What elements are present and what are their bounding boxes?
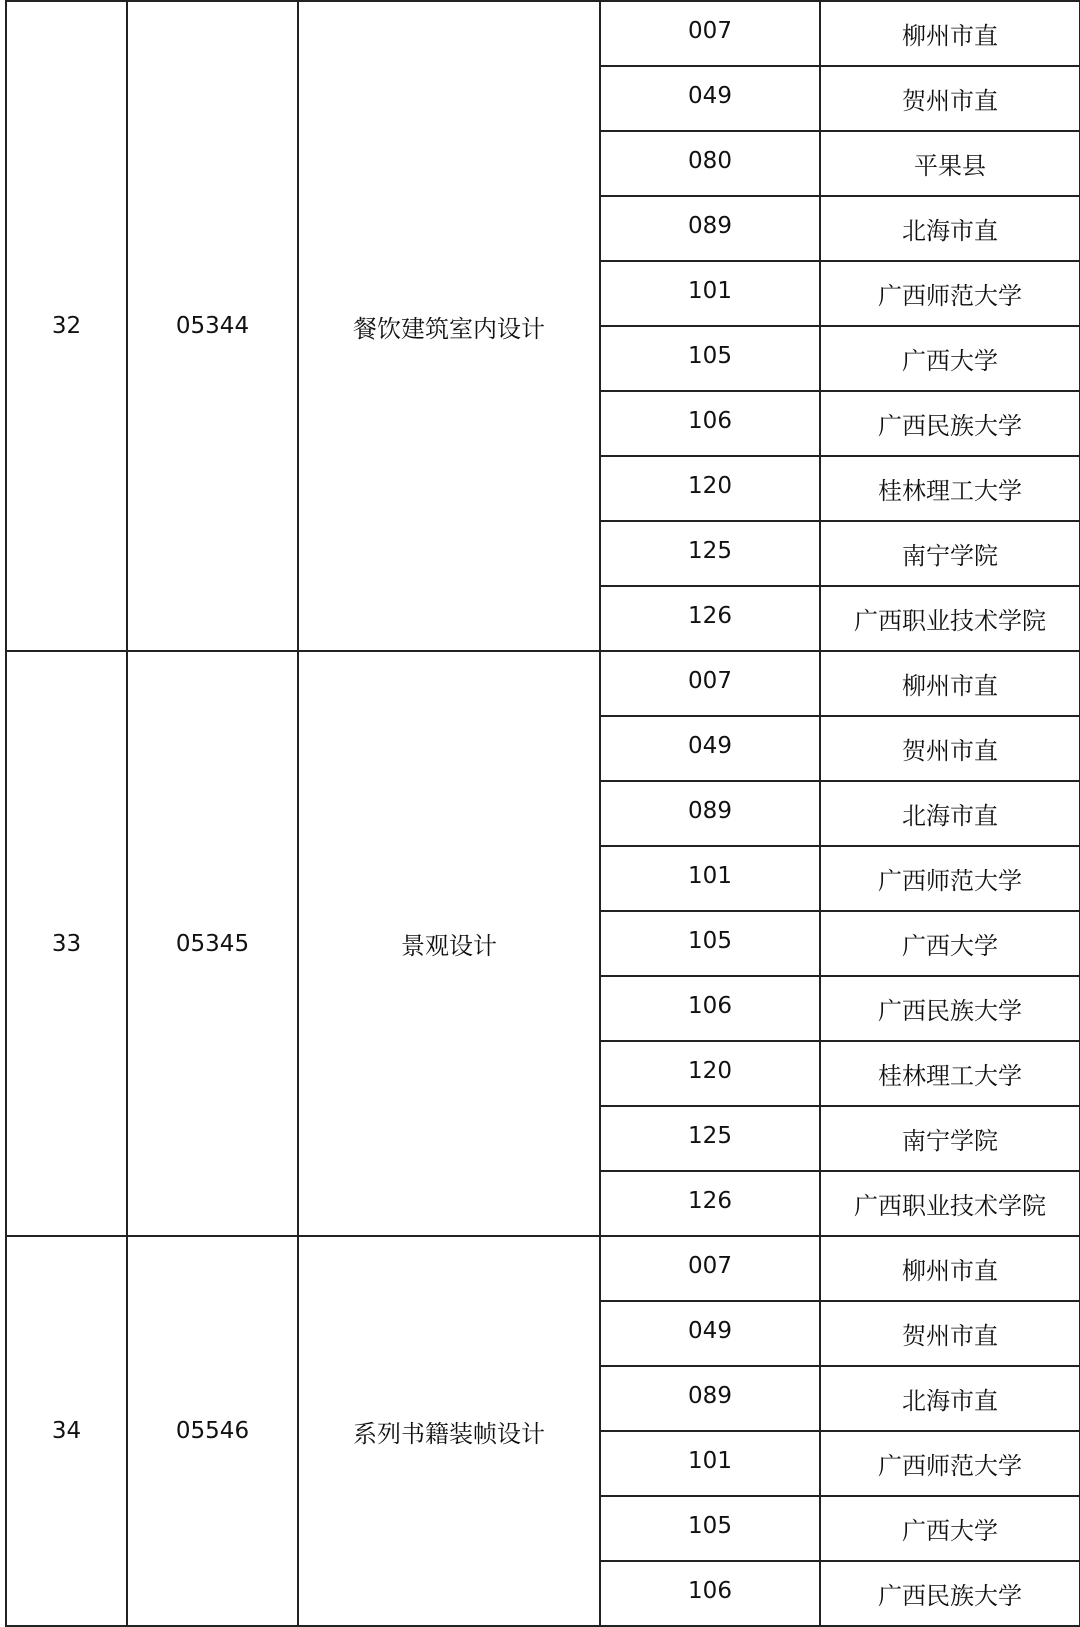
- table-body: [6, 1, 1080, 1626]
- table-row: [6, 1236, 1080, 1301]
- unit-code-cell: 106: [600, 391, 820, 456]
- unit-name-cell: 柳州市直: [820, 1236, 1080, 1301]
- unit-code-cell: 106: [600, 1561, 820, 1626]
- table-row: [6, 1, 1080, 66]
- unit-name-cell: 北海市直: [820, 781, 1080, 846]
- unit-name-cell: 南宁学院: [820, 521, 1080, 586]
- unit-name-cell: 贺州市直: [820, 66, 1080, 131]
- unit-name-cell: 广西大学: [820, 326, 1080, 391]
- unit-name-cell: 广西师范大学: [820, 1431, 1080, 1496]
- unit-code-cell: 106: [600, 976, 820, 1041]
- unit-code-cell: 120: [600, 1041, 820, 1106]
- unit-name-cell: 广西民族大学: [820, 1561, 1080, 1626]
- unit-name-cell: 平果县: [820, 131, 1080, 196]
- unit-code-cell: 105: [600, 1496, 820, 1561]
- unit-code-cell: 105: [600, 326, 820, 391]
- unit-code-cell: 007: [600, 651, 820, 716]
- unit-name-cell: 广西职业技术学院: [820, 1171, 1080, 1236]
- course-code-cell: 05345: [127, 651, 298, 1236]
- unit-code-cell: 120: [600, 456, 820, 521]
- unit-name-cell: 北海市直: [820, 1366, 1080, 1431]
- unit-name-cell: 广西职业技术学院: [820, 586, 1080, 651]
- unit-code-cell: 126: [600, 586, 820, 651]
- unit-name-cell: 广西大学: [820, 911, 1080, 976]
- table-row: [6, 651, 1080, 716]
- course-name-cell: 餐饮建筑室内设计: [298, 1, 600, 651]
- unit-code-cell: 125: [600, 521, 820, 586]
- unit-code-cell: 089: [600, 1366, 820, 1431]
- unit-code-cell: 089: [600, 196, 820, 261]
- unit-name-cell: 贺州市直: [820, 716, 1080, 781]
- unit-code-cell: 080: [600, 131, 820, 196]
- unit-code-cell: 007: [600, 1, 820, 66]
- unit-name-cell: 广西师范大学: [820, 846, 1080, 911]
- unit-code-cell: 125: [600, 1106, 820, 1171]
- course-name-cell: 景观设计: [298, 651, 600, 1236]
- unit-name-cell: 贺州市直: [820, 1301, 1080, 1366]
- unit-name-cell: 广西民族大学: [820, 391, 1080, 456]
- unit-name-cell: 广西师范大学: [820, 261, 1080, 326]
- seq-number-cell: 34: [6, 1236, 127, 1626]
- unit-name-cell: 广西大学: [820, 1496, 1080, 1561]
- unit-name-cell: 桂林理工大学: [820, 456, 1080, 521]
- unit-name-cell: 柳州市直: [820, 651, 1080, 716]
- unit-code-cell: 101: [600, 1431, 820, 1496]
- unit-code-cell: 049: [600, 66, 820, 131]
- course-code-cell: 05344: [127, 1, 298, 651]
- unit-name-cell: 南宁学院: [820, 1106, 1080, 1171]
- unit-name-cell: 广西民族大学: [820, 976, 1080, 1041]
- seq-number-cell: 32: [6, 1, 127, 651]
- unit-code-cell: 049: [600, 1301, 820, 1366]
- unit-code-cell: 126: [600, 1171, 820, 1236]
- unit-name-cell: 柳州市直: [820, 1, 1080, 66]
- seq-number-cell: 33: [6, 651, 127, 1236]
- unit-code-cell: 049: [600, 716, 820, 781]
- unit-code-cell: 105: [600, 911, 820, 976]
- unit-code-cell: 101: [600, 846, 820, 911]
- course-code-cell: 05546: [127, 1236, 298, 1626]
- unit-code-cell: 007: [600, 1236, 820, 1301]
- unit-name-cell: 北海市直: [820, 196, 1080, 261]
- unit-code-cell: 089: [600, 781, 820, 846]
- course-name-cell: 系列书籍装帧设计: [298, 1236, 600, 1626]
- course-table: [5, 0, 1080, 1627]
- unit-name-cell: 桂林理工大学: [820, 1041, 1080, 1106]
- unit-code-cell: 101: [600, 261, 820, 326]
